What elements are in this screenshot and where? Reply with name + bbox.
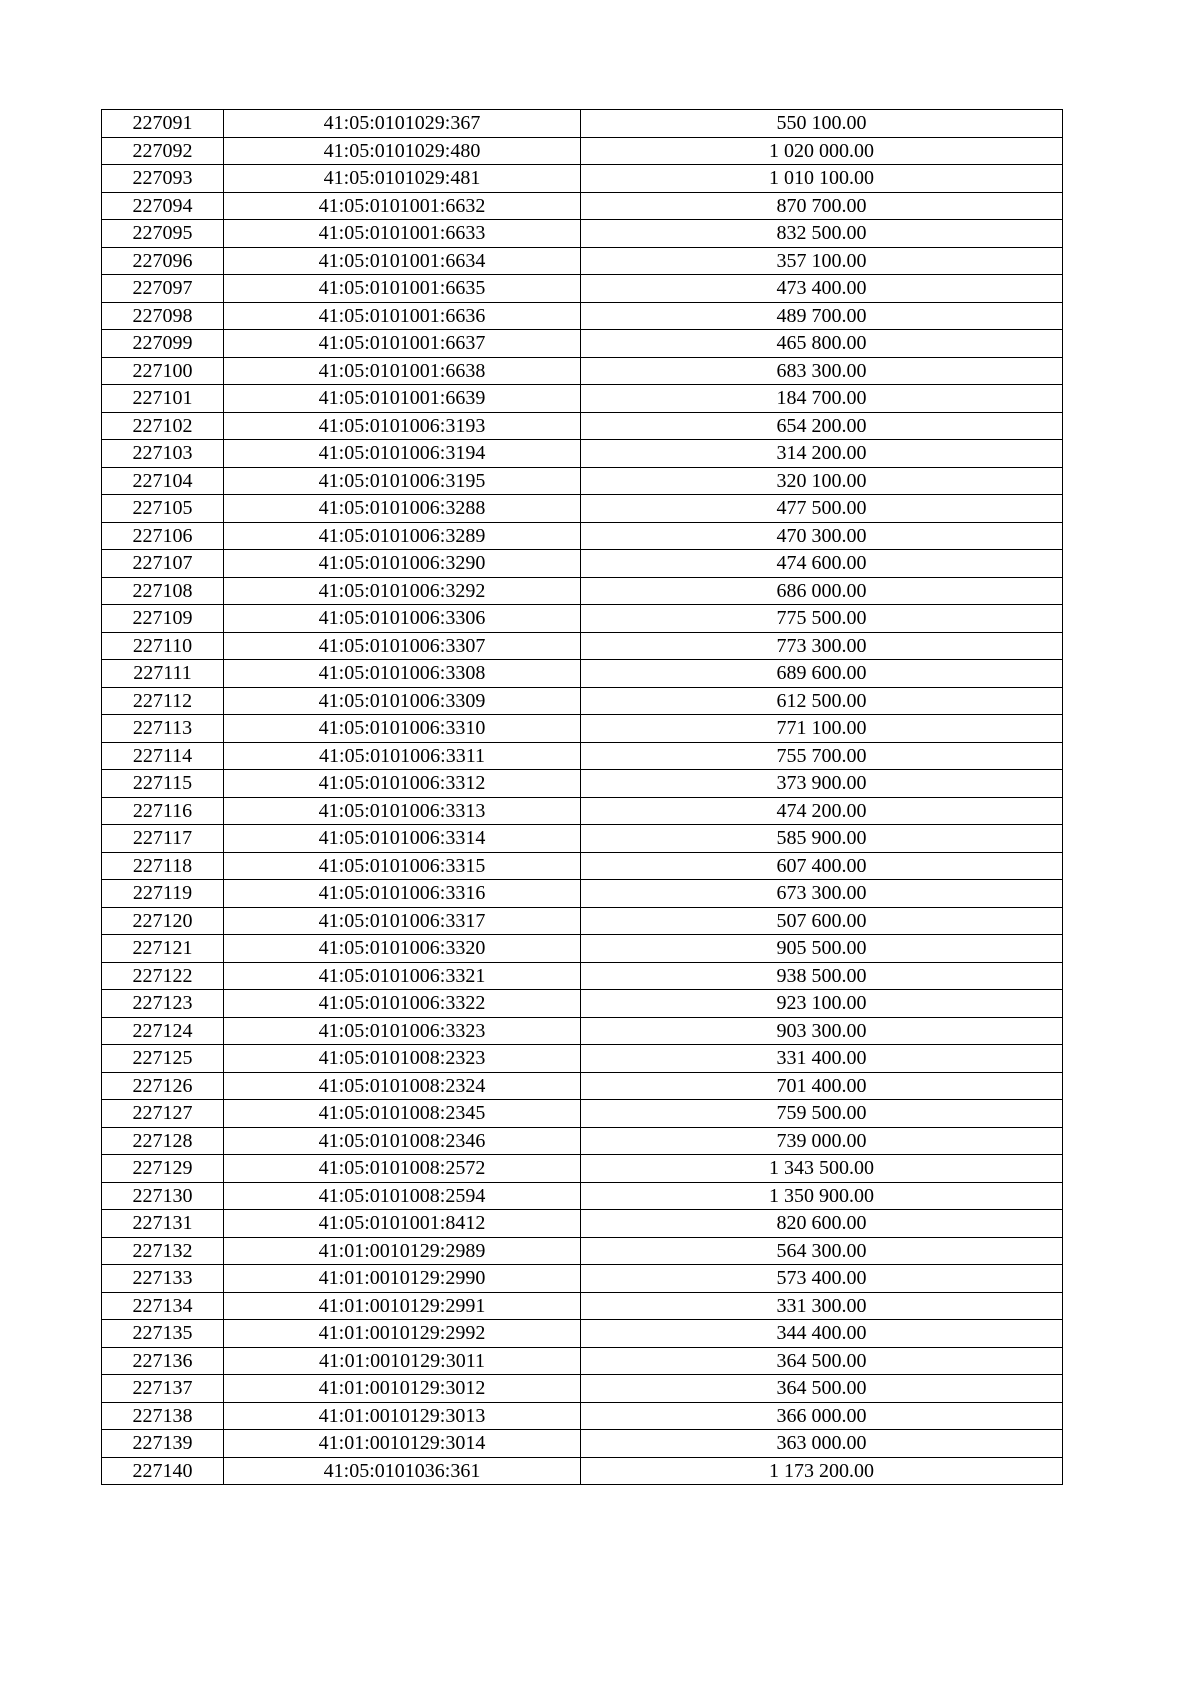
- cadastral-number-cell: 41:01:0010129:2989: [224, 1237, 581, 1265]
- cadastral-number-cell: 41:05:0101006:3194: [224, 440, 581, 468]
- record-number-cell: 227128: [102, 1127, 224, 1155]
- table-row: [102, 330, 1063, 358]
- table-row: [102, 990, 1063, 1018]
- table-row: [102, 935, 1063, 963]
- table-row: [102, 825, 1063, 853]
- cadastral-value-cell: 364 500.00: [581, 1347, 1063, 1375]
- table-row: [102, 302, 1063, 330]
- cadastral-value-cell: 739 000.00: [581, 1127, 1063, 1155]
- table-row: [102, 687, 1063, 715]
- cadastral-value-cell: 673 300.00: [581, 880, 1063, 908]
- record-number-cell: 227110: [102, 632, 224, 660]
- cadastral-value-cell: 373 900.00: [581, 770, 1063, 798]
- table-row: [102, 1237, 1063, 1265]
- table-row: [102, 165, 1063, 193]
- cadastral-number-cell: 41:05:0101001:6636: [224, 302, 581, 330]
- record-number-cell: 227139: [102, 1430, 224, 1458]
- cadastral-value-cell: 689 600.00: [581, 660, 1063, 688]
- cadastral-number-cell: 41:05:0101001:6632: [224, 192, 581, 220]
- cadastral-value-cell: 364 500.00: [581, 1375, 1063, 1403]
- cadastral-number-cell: 41:05:0101006:3288: [224, 495, 581, 523]
- table-row: [102, 275, 1063, 303]
- table-row: [102, 522, 1063, 550]
- cadastral-number-cell: 41:05:0101001:6634: [224, 247, 581, 275]
- record-number-cell: 227097: [102, 275, 224, 303]
- record-number-cell: 227130: [102, 1182, 224, 1210]
- record-number-cell: 227135: [102, 1320, 224, 1348]
- cadastral-number-cell: 41:05:0101006:3307: [224, 632, 581, 660]
- table-row: [102, 962, 1063, 990]
- table-row: [102, 660, 1063, 688]
- cadastral-value-cell: 465 800.00: [581, 330, 1063, 358]
- cadastral-value-cell: 573 400.00: [581, 1265, 1063, 1293]
- table-row: [102, 907, 1063, 935]
- table-row: [102, 577, 1063, 605]
- record-number-cell: 227103: [102, 440, 224, 468]
- record-number-cell: 227094: [102, 192, 224, 220]
- record-number-cell: 227140: [102, 1457, 224, 1485]
- cadastral-number-cell: 41:05:0101006:3321: [224, 962, 581, 990]
- table-row: [102, 770, 1063, 798]
- record-number-cell: 227133: [102, 1265, 224, 1293]
- cadastral-number-cell: 41:05:0101006:3312: [224, 770, 581, 798]
- cadastral-value-cell: 1 020 000.00: [581, 137, 1063, 165]
- record-number-cell: 227091: [102, 110, 224, 138]
- table-row: [102, 1045, 1063, 1073]
- cadastral-number-cell: 41:05:0101006:3322: [224, 990, 581, 1018]
- record-number-cell: 227114: [102, 742, 224, 770]
- table-row: [102, 192, 1063, 220]
- record-number-cell: 227111: [102, 660, 224, 688]
- record-number-cell: 227095: [102, 220, 224, 248]
- record-number-cell: 227099: [102, 330, 224, 358]
- record-number-cell: 227125: [102, 1045, 224, 1073]
- record-number-cell: 227129: [102, 1155, 224, 1183]
- cadastral-number-cell: 41:05:0101006:3195: [224, 467, 581, 495]
- cadastral-number-cell: 41:05:0101006:3323: [224, 1017, 581, 1045]
- table-row: [102, 385, 1063, 413]
- record-number-cell: 227106: [102, 522, 224, 550]
- cadastral-number-cell: 41:05:0101006:3313: [224, 797, 581, 825]
- record-number-cell: 227123: [102, 990, 224, 1018]
- record-number-cell: 227102: [102, 412, 224, 440]
- cadastral-number-cell: 41:05:0101008:2346: [224, 1127, 581, 1155]
- record-number-cell: 227109: [102, 605, 224, 633]
- cadastral-value-cell: 701 400.00: [581, 1072, 1063, 1100]
- record-number-cell: 227098: [102, 302, 224, 330]
- record-number-cell: 227137: [102, 1375, 224, 1403]
- table-row: [102, 137, 1063, 165]
- cadastral-number-cell: 41:05:0101006:3311: [224, 742, 581, 770]
- record-number-cell: 227124: [102, 1017, 224, 1045]
- record-number-cell: 227093: [102, 165, 224, 193]
- cadastral-number-cell: 41:05:0101008:2324: [224, 1072, 581, 1100]
- cadastral-value-cell: 686 000.00: [581, 577, 1063, 605]
- cadastral-number-cell: 41:05:0101001:6635: [224, 275, 581, 303]
- record-number-cell: 227126: [102, 1072, 224, 1100]
- cadastral-value-cell: 905 500.00: [581, 935, 1063, 963]
- cadastral-value-cell: 759 500.00: [581, 1100, 1063, 1128]
- cadastral-value-cell: 938 500.00: [581, 962, 1063, 990]
- cadastral-number-cell: 41:05:0101001:8412: [224, 1210, 581, 1238]
- cadastral-value-cell: 363 000.00: [581, 1430, 1063, 1458]
- cadastral-number-cell: 41:05:0101006:3320: [224, 935, 581, 963]
- cadastral-number-cell: 41:05:0101006:3309: [224, 687, 581, 715]
- cadastral-number-cell: 41:05:0101001:6638: [224, 357, 581, 385]
- cadastral-number-cell: 41:05:0101008:2345: [224, 1100, 581, 1128]
- cadastral-number-cell: 41:05:0101006:3308: [224, 660, 581, 688]
- table-row: [102, 1210, 1063, 1238]
- table-row: [102, 357, 1063, 385]
- record-number-cell: 227096: [102, 247, 224, 275]
- cadastral-number-cell: 41:01:0010129:3013: [224, 1402, 581, 1430]
- cadastral-number-cell: 41:05:0101029:480: [224, 137, 581, 165]
- cadastral-value-cell: 1 173 200.00: [581, 1457, 1063, 1485]
- cadastral-number-cell: 41:05:0101001:6639: [224, 385, 581, 413]
- table-row: [102, 247, 1063, 275]
- table-row: [102, 1265, 1063, 1293]
- record-number-cell: 227136: [102, 1347, 224, 1375]
- cadastral-number-cell: 41:05:0101008:2594: [224, 1182, 581, 1210]
- cadastral-value-cell: 357 100.00: [581, 247, 1063, 275]
- table-row: [102, 1182, 1063, 1210]
- table-body: [102, 110, 1063, 1485]
- record-number-cell: 227100: [102, 357, 224, 385]
- cadastral-value-cell: 320 100.00: [581, 467, 1063, 495]
- record-number-cell: 227092: [102, 137, 224, 165]
- cadastral-number-cell: 41:01:0010129:2992: [224, 1320, 581, 1348]
- record-number-cell: 227105: [102, 495, 224, 523]
- table-row: [102, 412, 1063, 440]
- cadastral-value-cell: 474 200.00: [581, 797, 1063, 825]
- cadastral-value-cell: 683 300.00: [581, 357, 1063, 385]
- cadastral-number-cell: 41:05:0101006:3306: [224, 605, 581, 633]
- cadastral-value-cell: 550 100.00: [581, 110, 1063, 138]
- cadastral-number-cell: 41:05:0101006:3317: [224, 907, 581, 935]
- record-number-cell: 227108: [102, 577, 224, 605]
- cadastral-number-cell: 41:05:0101001:6633: [224, 220, 581, 248]
- cadastral-value-cell: 344 400.00: [581, 1320, 1063, 1348]
- record-number-cell: 227113: [102, 715, 224, 743]
- table-row: [102, 220, 1063, 248]
- cadastral-value-cell: 1 350 900.00: [581, 1182, 1063, 1210]
- table-row: [102, 1457, 1063, 1485]
- record-number-cell: 227115: [102, 770, 224, 798]
- cadastral-value-cell: 470 300.00: [581, 522, 1063, 550]
- record-number-cell: 227122: [102, 962, 224, 990]
- record-number-cell: 227112: [102, 687, 224, 715]
- cadastral-value-cell: 366 000.00: [581, 1402, 1063, 1430]
- cadastral-number-cell: 41:05:0101029:367: [224, 110, 581, 138]
- cadastral-number-cell: 41:05:0101029:481: [224, 165, 581, 193]
- record-number-cell: 227127: [102, 1100, 224, 1128]
- record-number-cell: 227104: [102, 467, 224, 495]
- cadastral-number-cell: 41:05:0101006:3314: [224, 825, 581, 853]
- cadastral-value-cell: 923 100.00: [581, 990, 1063, 1018]
- table-row: [102, 1292, 1063, 1320]
- table-row: [102, 495, 1063, 523]
- cadastral-value-cell: 331 400.00: [581, 1045, 1063, 1073]
- record-number-cell: 227118: [102, 852, 224, 880]
- cadastral-value-cell: 820 600.00: [581, 1210, 1063, 1238]
- cadastral-number-cell: 41:05:0101006:3315: [224, 852, 581, 880]
- table-row: [102, 1072, 1063, 1100]
- table-row: [102, 1320, 1063, 1348]
- cadastral-number-cell: 41:05:0101006:3193: [224, 412, 581, 440]
- cadastral-value-cell: 477 500.00: [581, 495, 1063, 523]
- cadastral-value-cell: 1 010 100.00: [581, 165, 1063, 193]
- table-row: [102, 1155, 1063, 1183]
- cadastral-number-cell: 41:01:0010129:3011: [224, 1347, 581, 1375]
- cadastral-value-cell: 607 400.00: [581, 852, 1063, 880]
- cadastral-value-cell: 564 300.00: [581, 1237, 1063, 1265]
- cadastral-value-cell: 585 900.00: [581, 825, 1063, 853]
- cadastral-number-cell: 41:01:0010129:3012: [224, 1375, 581, 1403]
- table-row: [102, 797, 1063, 825]
- cadastral-number-cell: 41:05:0101001:6637: [224, 330, 581, 358]
- record-number-cell: 227138: [102, 1402, 224, 1430]
- table-row: [102, 632, 1063, 660]
- record-number-cell: 227131: [102, 1210, 224, 1238]
- cadastral-number-cell: 41:05:0101006:3289: [224, 522, 581, 550]
- record-number-cell: 227120: [102, 907, 224, 935]
- cadastral-value-cell: 654 200.00: [581, 412, 1063, 440]
- table-row: [102, 1100, 1063, 1128]
- table-row: [102, 880, 1063, 908]
- table-row: [102, 1375, 1063, 1403]
- cadastral-number-cell: 41:05:0101008:2572: [224, 1155, 581, 1183]
- cadastral-value-cell: 903 300.00: [581, 1017, 1063, 1045]
- cadastral-value-cell: 612 500.00: [581, 687, 1063, 715]
- cadastral-value-cell: 331 300.00: [581, 1292, 1063, 1320]
- record-number-cell: 227119: [102, 880, 224, 908]
- table-row: [102, 467, 1063, 495]
- record-number-cell: 227121: [102, 935, 224, 963]
- record-number-cell: 227101: [102, 385, 224, 413]
- cadastral-value-cell: 775 500.00: [581, 605, 1063, 633]
- record-number-cell: 227134: [102, 1292, 224, 1320]
- cadastral-number-cell: 41:01:0010129:2991: [224, 1292, 581, 1320]
- record-number-cell: 227132: [102, 1237, 224, 1265]
- cadastral-number-cell: 41:01:0010129:3014: [224, 1430, 581, 1458]
- cadastral-number-cell: 41:05:0101006:3310: [224, 715, 581, 743]
- table-row: [102, 852, 1063, 880]
- record-number-cell: 227116: [102, 797, 224, 825]
- table-row: [102, 440, 1063, 468]
- cadastral-number-cell: 41:05:0101006:3290: [224, 550, 581, 578]
- cadastral-number-cell: 41:05:0101036:361: [224, 1457, 581, 1485]
- cadastral-value-table: [101, 109, 1063, 1485]
- cadastral-value-cell: 870 700.00: [581, 192, 1063, 220]
- table-row: [102, 1402, 1063, 1430]
- cadastral-number-cell: 41:05:0101006:3292: [224, 577, 581, 605]
- table-row: [102, 742, 1063, 770]
- table-row: [102, 605, 1063, 633]
- cadastral-value-cell: 473 400.00: [581, 275, 1063, 303]
- table-row: [102, 550, 1063, 578]
- table-row: [102, 1347, 1063, 1375]
- cadastral-value-cell: 771 100.00: [581, 715, 1063, 743]
- cadastral-value-cell: 489 700.00: [581, 302, 1063, 330]
- cadastral-value-cell: 755 700.00: [581, 742, 1063, 770]
- cadastral-number-cell: 41:05:0101006:3316: [224, 880, 581, 908]
- table-row: [102, 1430, 1063, 1458]
- cadastral-value-cell: 832 500.00: [581, 220, 1063, 248]
- record-number-cell: 227117: [102, 825, 224, 853]
- cadastral-value-cell: 507 600.00: [581, 907, 1063, 935]
- cadastral-value-cell: 773 300.00: [581, 632, 1063, 660]
- cadastral-number-cell: 41:05:0101008:2323: [224, 1045, 581, 1073]
- cadastral-value-cell: 184 700.00: [581, 385, 1063, 413]
- table-row: [102, 1127, 1063, 1155]
- cadastral-value-cell: 1 343 500.00: [581, 1155, 1063, 1183]
- table-row: [102, 1017, 1063, 1045]
- cadastral-number-cell: 41:01:0010129:2990: [224, 1265, 581, 1293]
- cadastral-value-cell: 474 600.00: [581, 550, 1063, 578]
- table-row: [102, 715, 1063, 743]
- cadastral-value-cell: 314 200.00: [581, 440, 1063, 468]
- table-row: [102, 110, 1063, 138]
- record-number-cell: 227107: [102, 550, 224, 578]
